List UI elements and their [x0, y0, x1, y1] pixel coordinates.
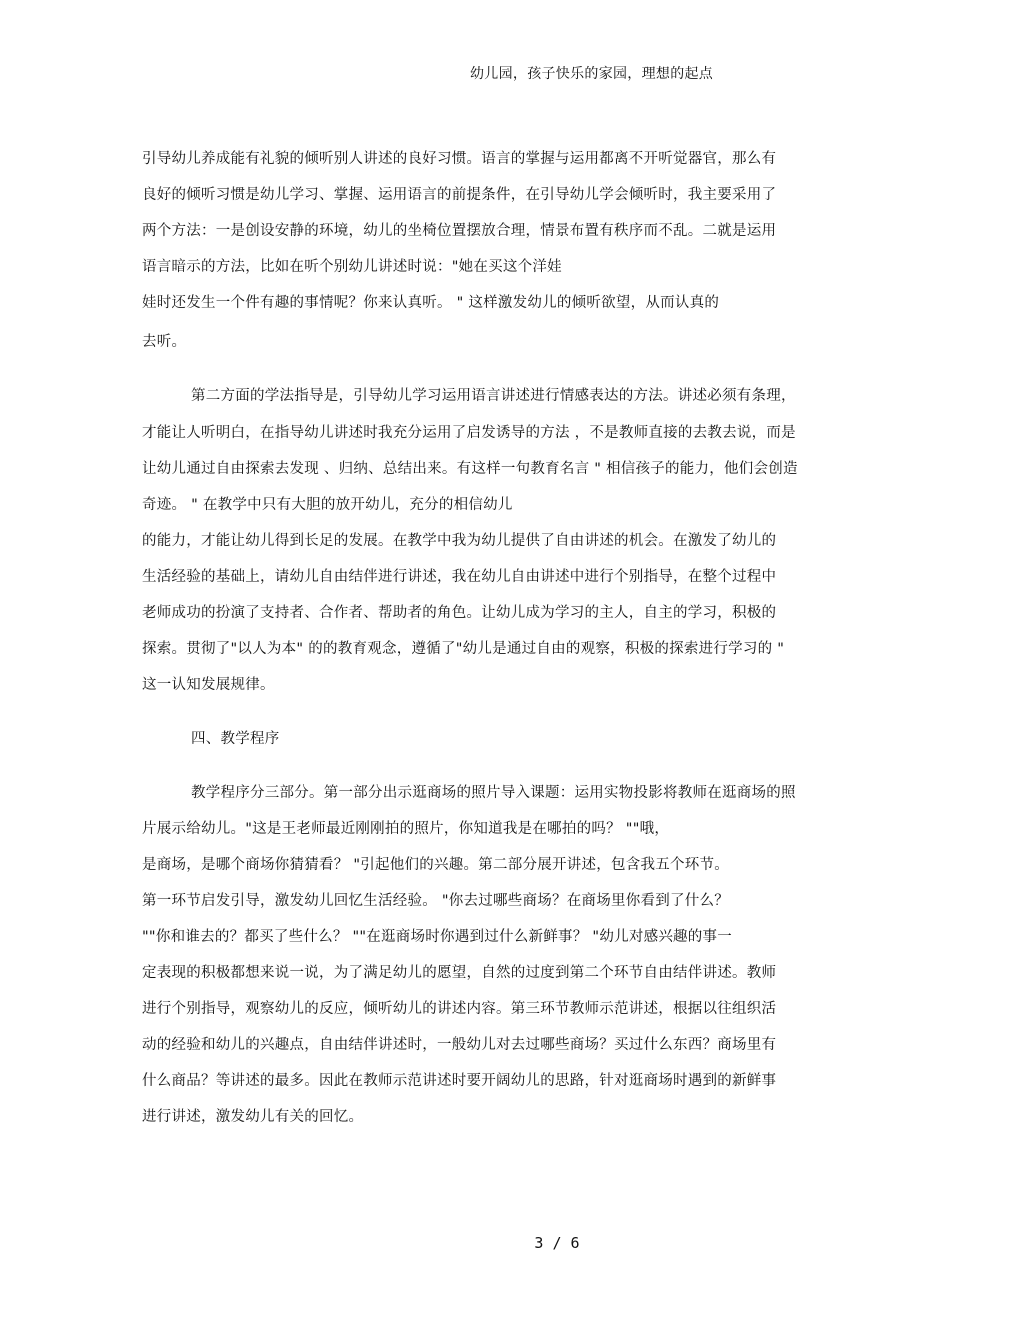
page-footer [0, 1233, 1024, 1253]
page-number: 3 / 6 [534, 1234, 580, 1252]
paragraph-line: 定表现的积极都想来说一说，为了满足幼儿的愿望，自然的过度到第二个环节自由结伴讲述。教师 [142, 965, 777, 981]
paragraph-line: 是商场，是哪个商场你猜猜看？ "引起他们的兴趣。第二部分展开讲述，包含我五个环节。 [142, 857, 730, 873]
paragraph-line: 娃时还发生一个件有趣的事情呢？你来认真听。 " 这样激发幼儿的倾听欲望，从而认真的 [142, 295, 720, 311]
paragraph-line: 奇迹。 " 在教学中只有大胆的放开幼儿，充分的相信幼儿 [142, 497, 513, 513]
paragraph-line: 两个方法：一是创设安静的环境，幼儿的坐椅位置摆放合理，情景布置有秩序而不乱。二就是运用 [142, 223, 777, 239]
paragraph-line: 才能让人听明白，在指导幼儿讲述时我充分运用了启发诱导的方法 ，不是教师直接的去教去说，而是 [142, 425, 796, 441]
paragraph-line: 第二方面的学法指导是，引导幼儿学习运用语言讲述进行情感表达的方法。讲述必须有条理， [191, 388, 796, 404]
paragraph-line: 第一环节启发引导，激发幼儿回忆生活经验。 "你去过哪些商场？在商场里你看到了什么？ [142, 893, 730, 909]
paragraph-line: 引导幼儿养成能有礼貌的倾听别人讲述的良好习惯。语言的掌握与运用都离不开听觉器官，那么有 [142, 151, 777, 167]
paragraph-line: 去听。 [142, 334, 187, 350]
paragraph-line: 进行讲述，激发幼儿有关的回忆。 [142, 1109, 364, 1125]
paragraph-line: 的能力，才能让幼儿得到长足的发展。在教学中我为幼儿提供了自由讲述的机会。在激发了幼儿的 [142, 533, 777, 549]
paragraph-line: 生活经验的基础上，请幼儿自由结伴进行讲述，我在幼儿自由讲述中进行个别指导，在整个过程中 [142, 569, 777, 585]
section-heading: 四、教学程序 [191, 731, 280, 747]
paragraph-line: 教学程序分三部分。第一部分出示逛商场的照片导入课题：运用实物投影将教师在逛商场的照 [191, 785, 796, 801]
paragraph-line: 什么商品？等讲述的最多。因此在教师示范讲述时要开阔幼儿的思路，针对逛商场时遇到的新鲜事 [142, 1073, 777, 1089]
paragraph-line: 进行个别指导，观察幼儿的反应，倾听幼儿的讲述内容。第三环节教师示范讲述，根据以往组织活 [142, 1001, 777, 1017]
paragraph-line: 老师成功的扮演了支持者、合作者、帮助者的角色。让幼儿成为学习的主人，自主的学习，积极的 [142, 605, 777, 621]
header-slogan: 幼儿园，孩子快乐的家园，理想的起点 [470, 66, 714, 82]
paragraph-line: 探索。贯彻了"以人为本" 的的教育观念，遵循了"幼儿是通过自由的观察，积极的探索进行学习的 " [142, 641, 785, 657]
paragraph-line: 动的经验和幼儿的兴趣点，自由结伴讲述时，一般幼儿对去过哪些商场？买过什么东西？商场里有 [142, 1037, 777, 1053]
paragraph-line: 良好的倾听习惯是幼儿学习、掌握、运用语言的前提条件，在引导幼儿学会倾听时，我主要采用了 [142, 187, 777, 203]
paragraph-line: 片展示给幼儿。"这是王老师最近刚刚拍的照片，你知道我是在哪拍的吗？ ""哦， [142, 821, 670, 837]
paragraph-line: 让幼儿通过自由探索去发现 、归纳、总结出来。有这样一句教育名言 " 相信孩子的能力，他们会创造 [142, 461, 798, 477]
paragraph-line: ""你和谁去的？都买了些什么？ ""在逛商场时你遇到过什么新鲜事？ "幼儿对感兴趣的事一 [142, 929, 733, 945]
paragraph-line: 语言暗示的方法，比如在听个别幼儿讲述时说："她在买这个洋娃 [142, 259, 562, 275]
paragraph-line: 这一认知发展规律。 [142, 677, 275, 693]
